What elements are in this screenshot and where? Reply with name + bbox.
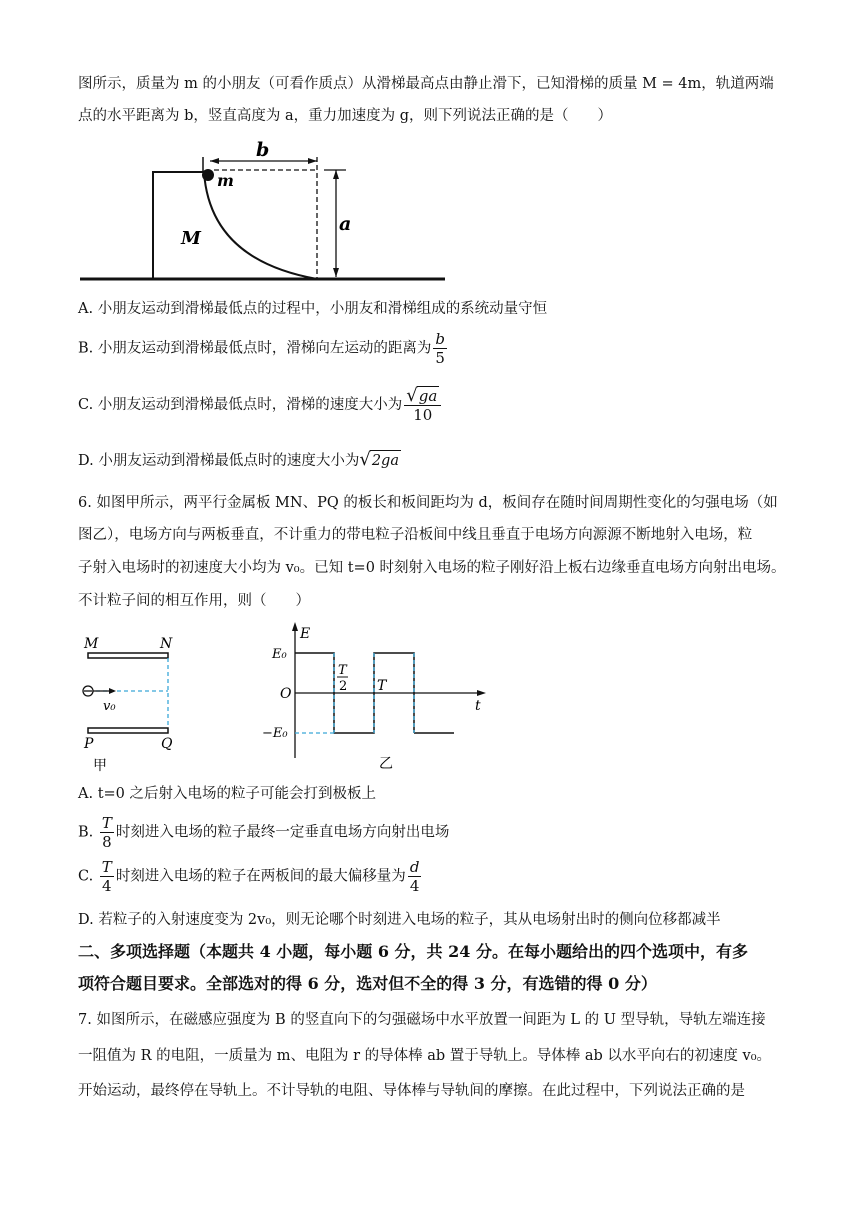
label-t-axis: t (475, 698, 481, 714)
q6-option-c-answer-frac: $\frac{d}{4}$ (409, 858, 420, 895)
label-plate-Q: Q (161, 736, 173, 752)
caption-yi: 乙 (379, 756, 393, 772)
q5-option-a: A. 小朋友运动到滑梯最低点的过程中，小朋友和滑梯组成的系统动量守恒 (78, 301, 548, 317)
q5-option-c-text: C. 小朋友运动到滑梯最低点时，滑梯的速度大小为 (78, 397, 403, 413)
caption-jia: 甲 (93, 758, 107, 774)
plate-PQ (88, 728, 168, 733)
q5-intro-line2: 点的水平距离为 b，竖直高度为 a，重力加速度为 g，则下列说法正确的是（ ） (78, 108, 613, 124)
q6-option-b: B. $\frac{T}{8}$ 时刻进入电场的粒子最终一定垂直电场方向射出电场 (78, 814, 450, 851)
label-E0: E₀ (272, 647, 287, 662)
q6-option-b-frac: $\frac{T}{8}$ (101, 814, 112, 851)
label-b: b (256, 140, 270, 161)
q7-line1: 7. 如图所示，在磁感应强度为 B 的竖直向下的匀强磁场中水平放置一间距为 L 的 U 型导轨，导轨左端连接 (78, 1012, 766, 1028)
q6-line2: 图乙），电场方向与两板垂直，不计重力的带电粒子沿板间中线且垂直于电场方向源源不断地射入电场，粒 (78, 527, 753, 543)
q6-option-a: A. t=0 之后射入电场的粒子可能会打到极板上 (78, 786, 376, 802)
q6-option-c-frac: $\frac{T}{4}$ (101, 858, 112, 895)
section2-heading-line1: 二、多项选择题（本题共 4 小题，每小题 6 分，共 24 分。在每小题给出的四个选项中，有多 (78, 942, 748, 961)
q7-line2: 一阻值为 R 的电阻，一质量为 m、电阻为 r 的导体棒 ab 置于导轨上。导体棒 ab 以水平向右的初速度 v₀。 (78, 1048, 772, 1064)
child-ball (202, 169, 214, 181)
label-M: M (181, 228, 201, 249)
q6-figure-yi (258, 618, 498, 776)
q5-option-d-text: D. 小朋友运动到滑梯最低点时的速度大小为 (78, 453, 360, 469)
q7-line3: 开始运动，最终停在导轨上。不计导轨的电阻、导体棒与导轨间的摩擦。在此过程中，下列说法正确的是 (78, 1083, 745, 1099)
label-v0: v₀ (103, 699, 116, 714)
q6-line1: 6. 如图甲所示，两平行金属板 MN、PQ 的板长和板间距均为 d，板间存在随时间周期性变化的匀强电场（如 (78, 495, 778, 511)
q5-intro-line1: 图所示，质量为 m 的小朋友（可看作质点）从滑梯最高点由静止滑下，已知滑梯的质量 M = 4m，轨道两端 (78, 76, 774, 92)
q5-option-b-frac: $\frac{b}{5}$ (435, 330, 445, 367)
section2-heading-line2: 项符合题目要求。全部选对的得 6 分，选对但不全的得 3 分，有选错的得 0 分） (78, 974, 657, 993)
q5-option-d-radicand: 2ga (370, 450, 401, 471)
q5-option-d: D. 小朋友运动到滑梯最低点时的速度大小为√2ga (78, 449, 399, 470)
label-plate-M: M (84, 636, 99, 652)
q5-option-b (78, 330, 449, 367)
q5-slide-figure (80, 140, 450, 286)
q6-line4: 不计粒子间的相互作用，则（ ） (78, 593, 310, 609)
q6-option-d: D. 若粒子的入射速度变为 2v₀，则无论哪个时刻进入电场的粒子，其从电场射出时的侧向位移都减半 (78, 912, 721, 928)
label-plate-N: N (160, 636, 173, 652)
q5-option-b-text: B. 小朋友运动到滑梯最低点时，滑梯向左运动的距离为 (78, 340, 432, 357)
label-origin: O (280, 686, 292, 702)
slide-body (152, 172, 154, 279)
label-E-axis: E (300, 626, 311, 642)
q5-option-c (78, 386, 443, 424)
label-m: m (217, 171, 234, 190)
q5-option-c-frac: $\frac{√ga}{10}$ (404, 386, 441, 424)
label-T-half-den: 2 (339, 679, 348, 694)
label-T: T (377, 678, 387, 694)
label-T-half-num: T (338, 663, 347, 678)
label-plate-P: P (84, 736, 94, 752)
plate-MN (88, 653, 168, 658)
label-neg-E0: −E₀ (262, 726, 288, 741)
q6-line3: 子射入电场时的初速度大小均为 v₀。已知 t=0 时刻射入电场的粒子刚好沿上板右边缘垂直电场方向射出电场。 (78, 560, 786, 576)
label-a: a (339, 213, 352, 235)
q6-option-c: C. $\frac{T}{4}$ 时刻进入电场的粒子在两板间的最大偏移量为 $\frac{d}{4}$ (78, 858, 420, 895)
q6-figure-jia (78, 630, 188, 775)
